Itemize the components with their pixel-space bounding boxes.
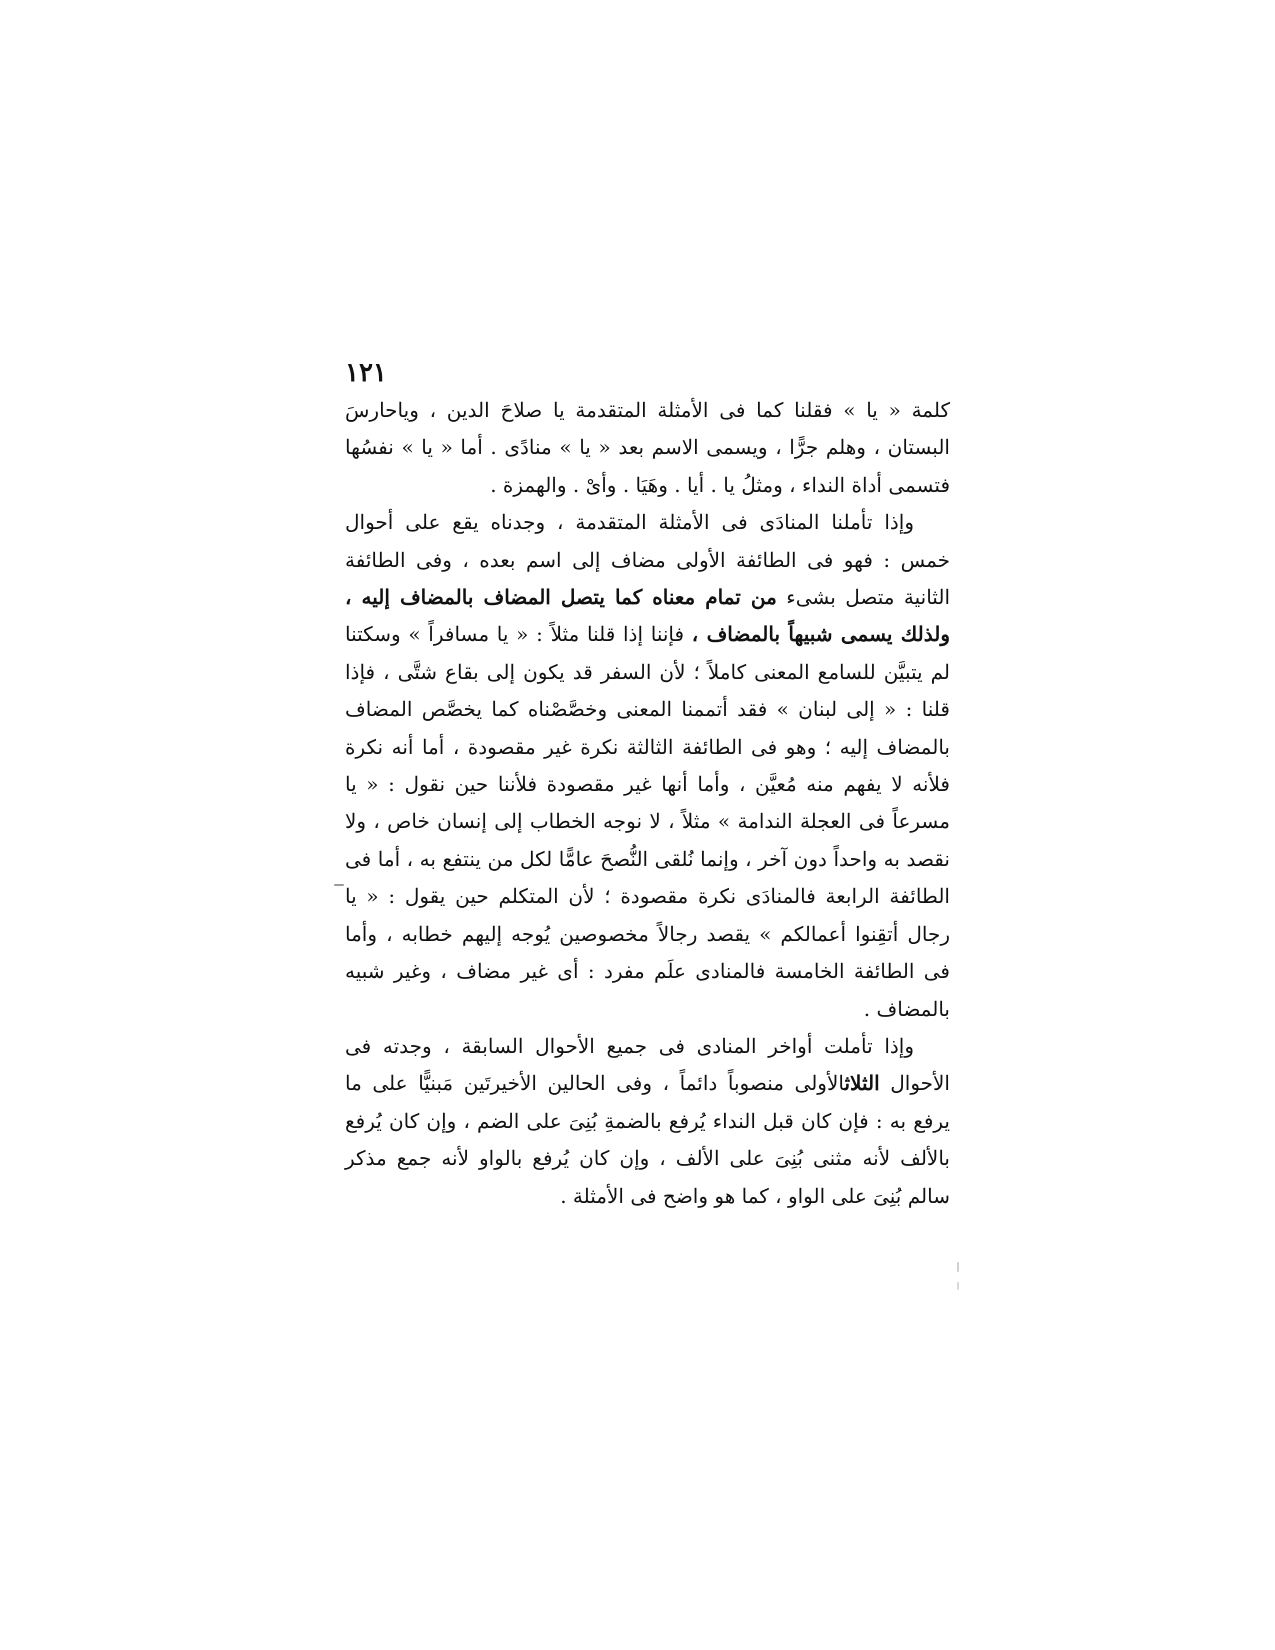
scan-speck-right-2: [957, 1282, 959, 1290]
paragraph-2: [345, 504, 950, 1028]
scan-speck-left: [334, 884, 344, 886]
paragraph-3-text-part-1: وإذا تأملت أواخر المنادى فى جميع الأحوال السابقة ، وجدته فى الأحوال: [345, 1033, 950, 1096]
paragraph-2-text-part-1: وإذا تأملنا المنادَى فى الأمثلة المتقدمة ، وجدناه يقع على أحوال خمس : فهو فى الطائفة الأولى مضاف إلى اسم بعده ، وفى الطائفة الثانية متصل بشىء: [345, 510, 950, 610]
scan-speck-right-1: [957, 1262, 959, 1272]
paragraph-3-text-part-2: الأولى منصوباً دائماً ، وفى الحالين الأخيرتَين مَبنيًّا على ما يرفع به : فإن كان قبل النداء يُرفع بالضمةِ بُنِىَ على الضم ، وإن كان يُرفع بالألف لأنه مثنى بُنِىَ على الألف ، وإن كان يُرفع بالواو لأنه جمع مذكر سالم بُنِىَ على الواو ، كما هو واضح فى الأمثلة .: [345, 1071, 950, 1208]
paragraph-3: [345, 1028, 950, 1215]
page-number: ١٢١: [345, 358, 387, 388]
body-text: [345, 392, 950, 1215]
paragraph-2-bold-phrase: من تمام معناه كما يتصل المضاف بالمضاف إليه ، ولذلك يسمى شبيهاً بالمضاف ،: [345, 585, 950, 647]
paragraph-1-text: كلمة « يا » فقلنا كما فى الأمثلة المتقدمة يا صلاحَ الدين ، وياحارسَ البستان ، وهلم جرًّا ، ويسمى الاسم بعد « يا » منادًى . أما « يا » نفسُها فتسمى أداة النداء ، ومثلُ يا . أيا . وهَيَا . وأىْ . والهمزة .: [345, 398, 950, 497]
paragraph-1: [345, 392, 950, 504]
paragraph-2-text-part-2: فإننا إذا قلنا مثلاً : « يا مسافراً » وسكتنا لم يتبيَّن للسامع المعنى كاملاً ؛ لأن السفر قد يكون إلى بقاع شتَّى ، فإذا قلنا : « إلى لبنان » فقد أتممنا المعنى وخصَّصْناه كما يخصَّص المضاف بالمضاف إليه ؛ وهو فى الطائفة الثالثة نكرة غير مقصودة ، أما أنه نكرة فلأنه لا يفهم منه مُعيَّن ، وأما أنها غير مقصودة فلأننا حين نقول : « يا مسرعاً فى العجلة الندامة » مثلاً ، لا نوجه الخطاب إلى إنسان خاص ، ولا نقصد به واحداً دون آخر ، وإنما نُلقى النُّصحَ عامًّا لكل من ينتفع به ، أما فى الطائفة الرابعة فالمنادَى نكرة مقصودة ؛ لأن المتكلم حين يقول : « يا رجال أتقِنوا أعمالكم » يقصد رجالاً مخصوصين يُوجه إليهم خطابه ، وأما فى الطائفة الخامسة فالمنادى علَم مفرد : أى غير مضاف ، وغير شبيه بالمضاف .: [345, 622, 950, 1021]
paragraph-3-bold-word: الثلاث: [844, 1071, 880, 1096]
